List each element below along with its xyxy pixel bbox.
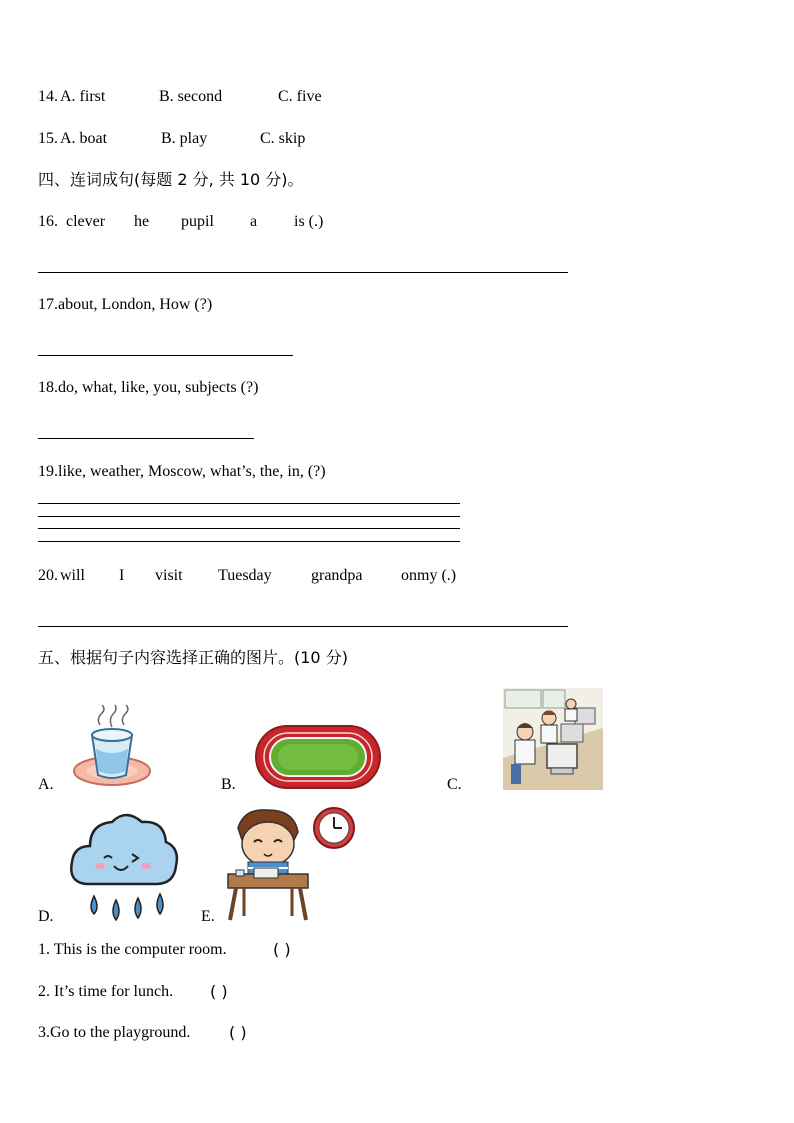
hot-water-glass-icon bbox=[70, 705, 154, 787]
picture-b-label: B. bbox=[221, 776, 236, 793]
section5-title: 五、根据句子内容选择正确的图片。(10 分) bbox=[38, 648, 348, 667]
section4-title: 四、连词成句(每题 2 分, 共 10 分)。 bbox=[38, 170, 304, 189]
boy-eating-lunch-icon bbox=[224, 806, 358, 924]
q18-answer-line bbox=[38, 438, 254, 439]
rain-cloud-icon bbox=[66, 804, 182, 924]
q20-word: grandpa bbox=[311, 567, 363, 584]
picture-a-label: A. bbox=[38, 776, 54, 793]
q20-word: I bbox=[119, 567, 125, 584]
picture-c-label: C. bbox=[447, 776, 462, 793]
q19-answer-line bbox=[38, 541, 460, 542]
q14-option-b: B. second bbox=[159, 88, 223, 105]
q15-option-c: C. skip bbox=[260, 130, 306, 147]
picture-e-label: E. bbox=[201, 908, 215, 925]
q16-answer-line bbox=[38, 272, 568, 273]
q16-word: is (.) bbox=[294, 213, 324, 230]
q15-option-b: B. play bbox=[161, 130, 208, 147]
q20-answer-line bbox=[38, 626, 568, 627]
q14-number: 14. bbox=[38, 88, 58, 105]
playground-track-icon bbox=[254, 724, 382, 790]
q20-word: onmy (.) bbox=[401, 567, 457, 584]
q19-answer-line bbox=[38, 528, 460, 529]
answer-blank-3[interactable]: ( ) bbox=[229, 1023, 247, 1042]
picture-d-label: D. bbox=[38, 908, 54, 925]
q19-text: 19.like, weather, Moscow, what’s, the, in, (?) bbox=[38, 463, 326, 480]
q16-word: he bbox=[134, 213, 150, 230]
q16-word: clever bbox=[66, 213, 106, 230]
answer-blank-1[interactable]: ( ) bbox=[273, 940, 291, 959]
q16-word: pupil bbox=[181, 213, 214, 230]
q16-number: 16. bbox=[38, 213, 58, 230]
answer-blank-2[interactable]: ( ) bbox=[210, 982, 228, 1001]
sentence-1: 1. This is the computer room. bbox=[38, 941, 227, 958]
q20-number: 20. bbox=[38, 567, 58, 584]
q17-text: 17.about, London, How (?) bbox=[38, 296, 213, 313]
q16-word: a bbox=[250, 213, 258, 230]
q15-option-a: A. boat bbox=[60, 130, 108, 147]
q19-answer-line bbox=[38, 516, 460, 517]
q18-text: 18.do, what, like, you, subjects (?) bbox=[38, 379, 259, 396]
sentence-2: 2. It’s time for lunch. bbox=[38, 983, 174, 1000]
computer-room-icon bbox=[503, 688, 603, 790]
q20-word: Tuesday bbox=[218, 567, 272, 584]
q15-number: 15. bbox=[38, 130, 58, 147]
q19-answer-line bbox=[38, 503, 460, 504]
q20-word: visit bbox=[155, 567, 183, 584]
q17-answer-line bbox=[38, 355, 293, 356]
q20-word: will bbox=[60, 567, 85, 584]
q14-option-c: C. five bbox=[278, 88, 322, 105]
q14-option-a: A. first bbox=[60, 88, 106, 105]
sentence-3: 3.Go to the playground. bbox=[38, 1024, 191, 1041]
